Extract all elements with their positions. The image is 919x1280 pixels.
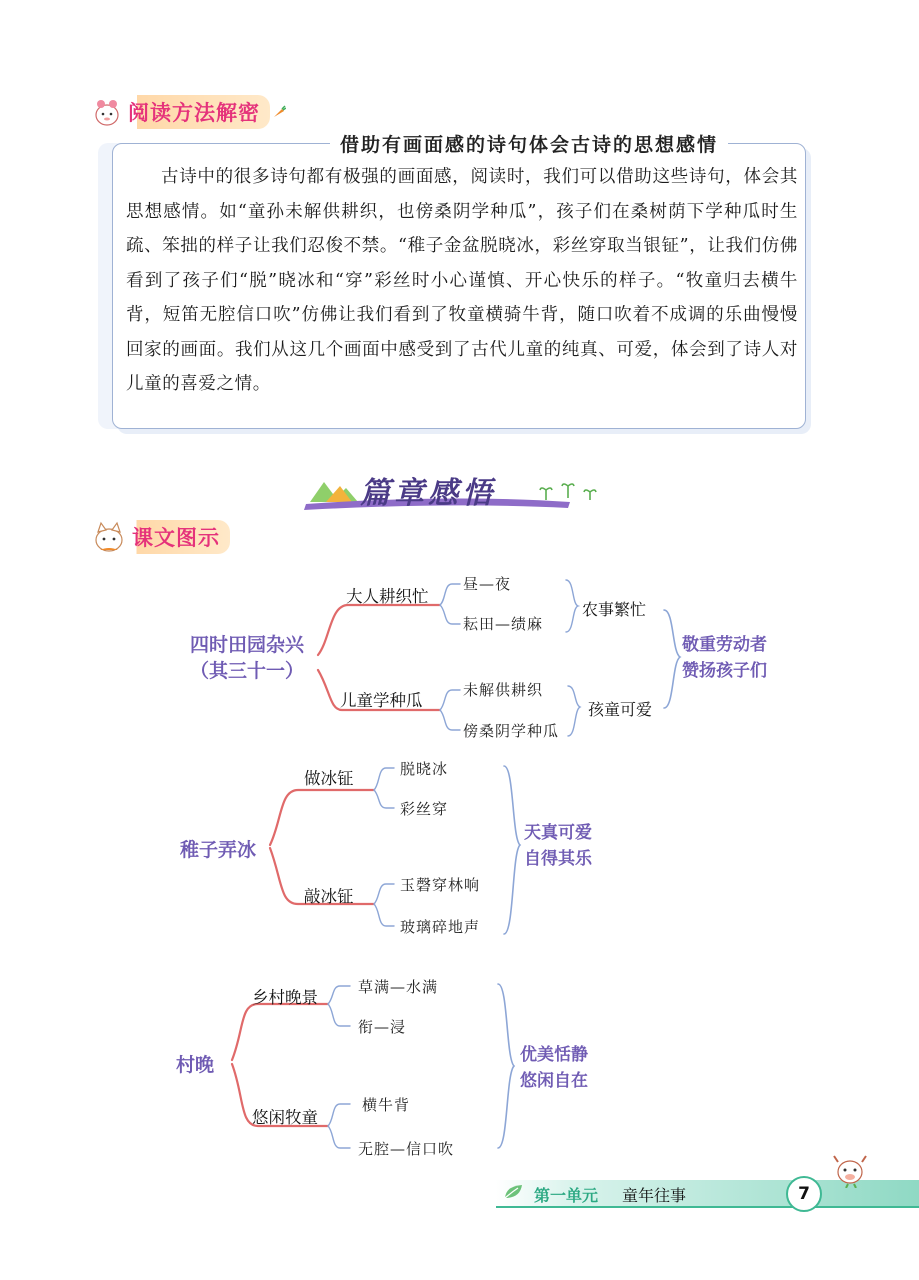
mindmap-1-root-line1: 四时田园杂兴	[189, 634, 304, 656]
diagram-section-title: 课文图示	[126, 520, 230, 554]
mindmap-1-leaf: 耘田—绩麻	[463, 615, 544, 633]
mindmap-3-branch-2: 悠闲牧童	[252, 1108, 318, 1127]
mindmap-3-leaf: 无腔—信口吹	[358, 1140, 455, 1158]
mindmap-2-leaf: 玻璃碎地声	[400, 918, 481, 936]
mindmap-3-leaf: 横牛背	[362, 1096, 411, 1114]
mindmap-3-branch-1: 乡村晚景	[252, 988, 318, 1007]
mindmap-1-root	[172, 632, 322, 684]
mindmap-1-branch-2: 儿童学种瓜	[340, 691, 423, 710]
footer-unit: 第一单元	[534, 1186, 599, 1205]
mindmap-2-leaf: 脱晓冰	[400, 760, 449, 778]
mindmap-3-leaf: 衔—浸	[358, 1018, 407, 1036]
mindmap-1-group-2: 孩童可爱	[588, 700, 653, 719]
mindmap-2-theme-line: 天真可爱	[524, 823, 592, 843]
mindmap-3-theme	[520, 1042, 588, 1094]
mindmap-1-theme	[682, 632, 767, 684]
banner-title: 篇章感悟	[360, 476, 496, 511]
mindmap-1-group-1: 农事繁忙	[582, 600, 647, 619]
mindmap-3-root: 村晚	[176, 1054, 215, 1076]
mindmap-2-root: 稚子弄冰	[180, 839, 257, 861]
mindmap-3-leaf: 草满—水满	[358, 978, 439, 996]
cow-mascot-icon	[830, 1148, 870, 1188]
mindmap-1-theme-line: 敬重劳动者	[682, 635, 767, 655]
mindmap-1-branch-1: 大人耕织忙	[346, 587, 429, 606]
mindmap-2-theme	[524, 820, 592, 872]
mindmap-1-root-line2: （其三十一）	[189, 660, 304, 682]
mindmap-3-theme-line: 优美恬静	[520, 1045, 588, 1065]
mindmap-2-branch-1: 做冰钲	[304, 769, 354, 788]
reading-method-body: 古诗中的很多诗句都有极强的画面感，阅读时，我们可以借助这些诗句，体会其思想感情。如“童孙未解供耕织，也傍桑阴学种瓜”，孩子们在桑树荫下学种瓜时生疏、笨拙的样子让我们忍俊不禁。“稚子金盆脱晓冰，彩丝穿取当银钲”，让我们仿佛看到了孩子们“脱”晓冰和“穿”彩丝时小心谨慎、开心快乐的样子。“牧童归去横牛背，短笛无腔信口吹”仿佛让我们看到了牧童横骑牛背，随口吹着不成调的乐曲慢慢回家的画面。我们从这几个画面中感受到了古代儿童的纯真、可爱，体会到了诗人对儿童的喜爱之情。	[126, 167, 798, 394]
leaf-icon	[502, 1182, 526, 1202]
mindmap-1-leaf: 昼—夜	[463, 575, 512, 593]
reading-method-subtitle: 借助有画面感的诗句体会古诗的思想感情	[330, 134, 728, 156]
reading-method-title: 阅读方法解密	[122, 95, 270, 129]
footer-title: 童年往事	[622, 1186, 687, 1205]
mindmap-1-leaf: 傍桑阴学种瓜	[463, 722, 560, 740]
page-number: 7	[786, 1176, 822, 1212]
mindmap-2-branch-2: 敲冰钲	[304, 887, 354, 906]
mindmap-2-theme-line: 自得其乐	[524, 849, 592, 869]
mindmap-1-leaf: 未解供耕织	[463, 681, 544, 699]
mindmap-1-theme-line: 赞扬孩子们	[682, 661, 767, 681]
mindmap-3-theme-line: 悠闲自在	[520, 1071, 588, 1091]
mindmap-2-leaf: 玉磬穿林响	[400, 876, 481, 894]
mindmap-2-leaf: 彩丝穿	[400, 800, 449, 818]
